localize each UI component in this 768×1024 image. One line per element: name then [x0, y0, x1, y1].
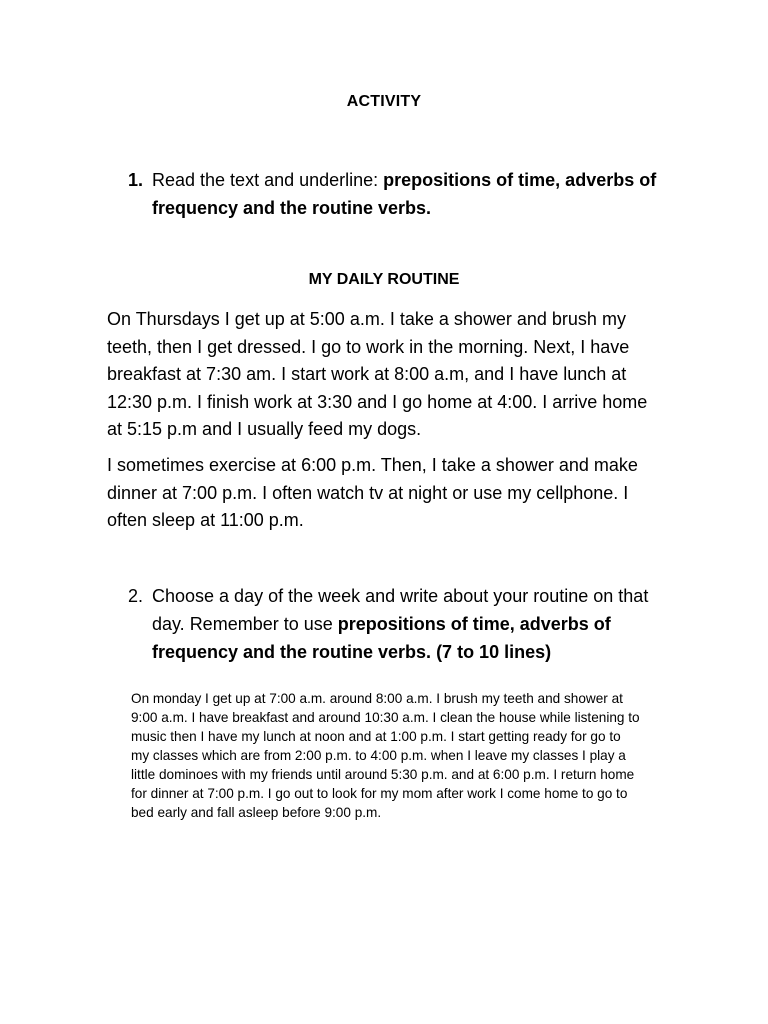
task-2-number: 2. — [128, 586, 144, 606]
routine-paragraph-2: I sometimes exercise at 6:00 p.m. Then, I take a shower and make dinner at 7:00 p.m. I often watch tv at night or use my cellphone. I often sleep at 11:00 p.m. — [107, 455, 638, 530]
task-1-text: Read the text and underline: — [152, 170, 384, 190]
task-2 — [128, 582, 658, 666]
task-1 — [128, 166, 658, 222]
answer-paragraph: On monday I get up at 7:00 a.m. around 8:00 a.m. I brush my teeth and shower at 9:00 a.m. I have breakfast and around 10:30 a.m. I clean the house while listening to music then I have my lunch at noon and at 1:00 p.m. I start getting ready for go to my classes which are from 2:00 p.m. to 4:00 p.m. when I leave my classes I play a little dominoes with my friends until around 5:30 p.m. and at 6:00 p.m. I return home for dinner at 7:00 p.m. I go out to look for my mom after work I come home to go to bed early and fall asleep before 9:00 p.m. — [131, 691, 640, 820]
task-2-text: Choose a day of the week and write about your routine on that day. Remember to use — [152, 586, 649, 634]
task-2-instruction — [152, 582, 658, 666]
section-title: MY DAILY ROUTINE — [308, 271, 460, 288]
task-1-number: 1. — [128, 170, 144, 190]
task-2-bold-text: prepositions of time, adverbs of frequency and the routine verbs. (7 to 10 lines) — [152, 614, 611, 662]
routine-paragraph-1: On Thursdays I get up at 5:00 a.m. I take a shower and brush my teeth, then I get dressed. I go to work in the morning. Next, I have breakfast at 7:30 am. I start work at 8:00 a.m, and I have lunch at 12:30 p.m. I finish work at 3:30 and I go home at 4:00. I arrive home at 5:15 p.m and I usually feed my dogs. — [107, 309, 648, 439]
task-1-bold-text: prepositions of time, adverbs of frequency and the routine verbs. — [152, 170, 657, 218]
page-title: ACTIVITY — [346, 93, 422, 110]
task-1-instruction — [152, 166, 658, 222]
